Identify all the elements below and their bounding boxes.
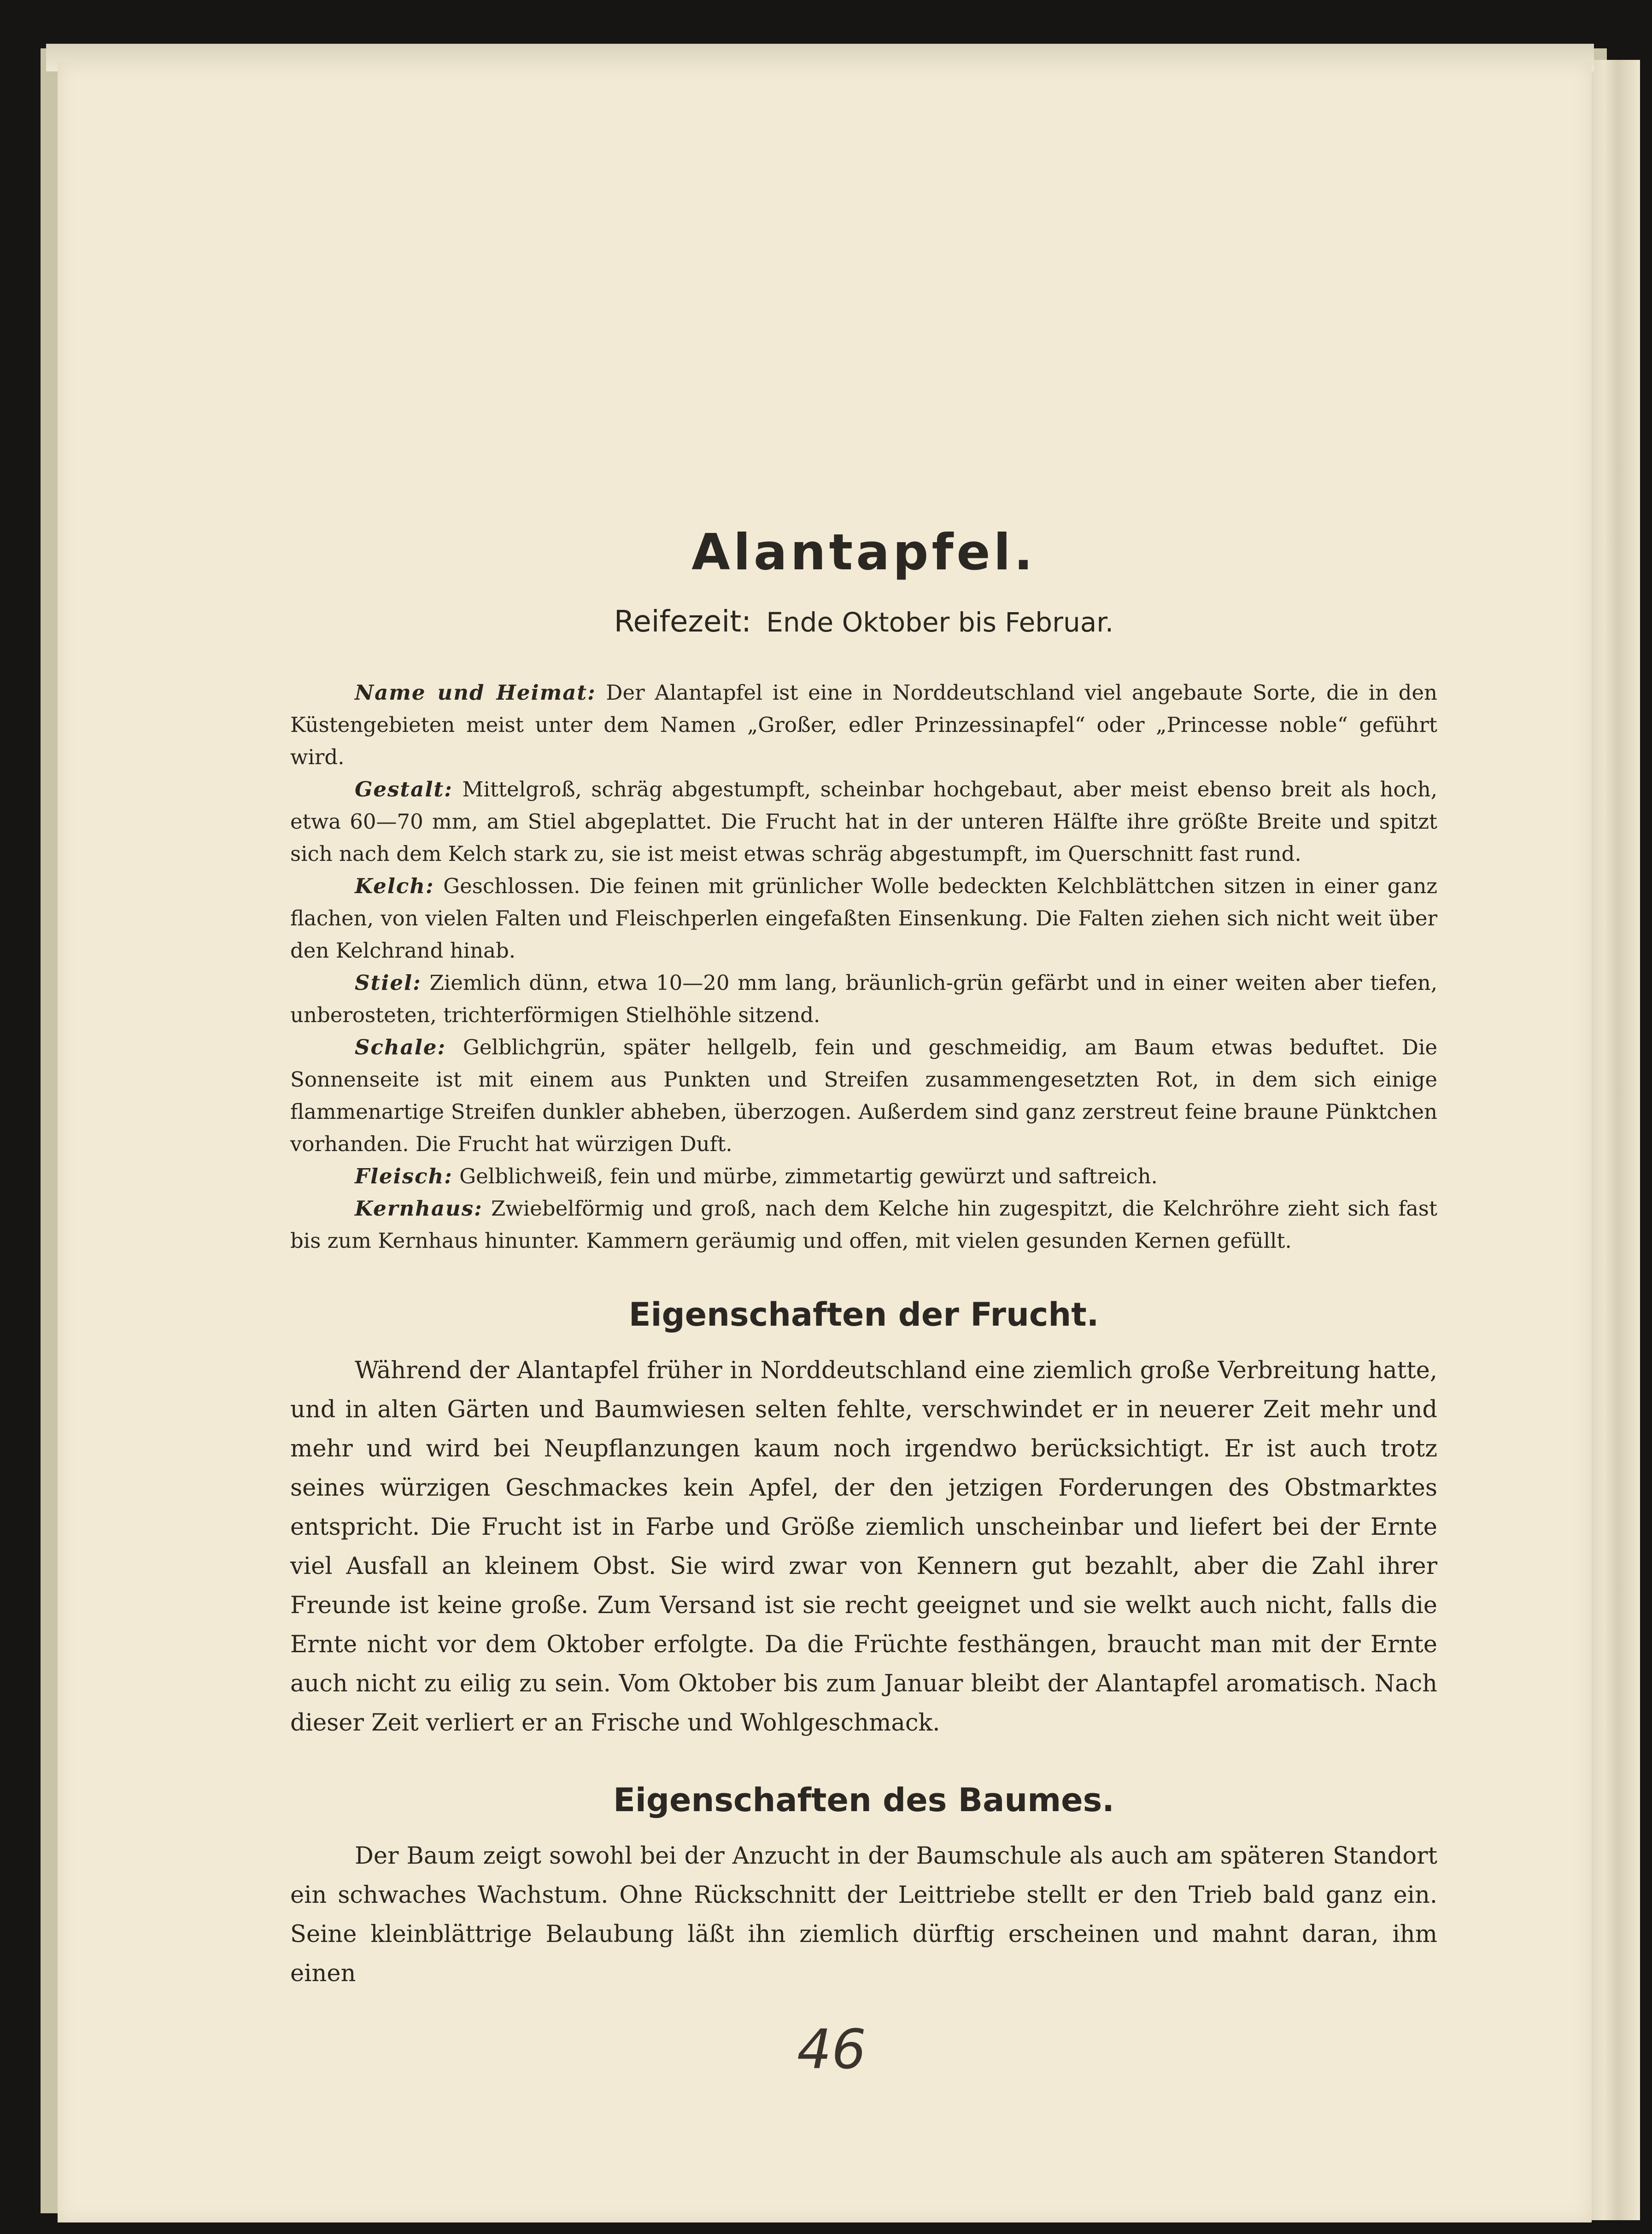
description-paragraph bbox=[290, 773, 1437, 870]
variety-description bbox=[290, 677, 1437, 1257]
description-term: Gestalt: bbox=[355, 777, 453, 801]
description-text: Der Alantapfel ist eine in Norddeutschland viel angebaute Sorte, die in den Küstengebieten meist unter dem Namen „Großer, edler Prinzessinapfel“ oder „Princesse noble“ geführt wird. bbox=[290, 680, 1437, 769]
description-paragraph bbox=[290, 1031, 1437, 1160]
section-text-tree: Der Baum zeigt sowohl bei der Anzucht in der Baumschule als auch am späteren Standort ein schwaches Wachstum. Ohne Rückschnitt der Leittriebe stellt er den Trieb bald ganz ein. Seine kleinblättrige Belaubung läßt ihn ziemlich dürftig erscheinen und mahnt daran, ihm einen bbox=[290, 1842, 1437, 1987]
description-paragraph bbox=[290, 677, 1437, 773]
description-term: Stiel: bbox=[355, 971, 422, 995]
description-term: Name und Heimat: bbox=[355, 680, 596, 705]
page-stack-edge bbox=[1585, 60, 1640, 2220]
description-paragraph bbox=[290, 870, 1437, 967]
description-text: Gelblichweiß, fein und mürbe, zimmetartig gewürzt und saftreich. bbox=[459, 1164, 1158, 1188]
description-text: Gelblichgrün, später hellgelb, fein und geschmeidig, am Baum etwas beduftet. Die Sonnenseite ist mit einem aus Punkten und Streifen zusammengesetzten Rot, in dem sich einige flammenartige Streifen dunkler abheben, überzogen. Außerdem sind ganz zerstreut feine braune Pünktchen vorhanden. Die Frucht hat würzigen Duft. bbox=[290, 1035, 1437, 1156]
description-term: Schale: bbox=[355, 1035, 446, 1059]
description-text: Zwiebelförmig und groß, nach dem Kelche hin zugespitzt, die Kelchröhre zieht sich fast bis zum Kernhaus hinunter. Kammern geräumig und offen, mit vielen gesunden Kernen gefüllt. bbox=[290, 1196, 1437, 1253]
section-heading-tree: Eigenschaften des Baumes. bbox=[613, 1781, 1114, 1819]
ripening-time bbox=[290, 603, 1437, 641]
book-page bbox=[58, 62, 1592, 2222]
section-heading-fruit: Eigenschaften der Frucht. bbox=[628, 1296, 1099, 1333]
page-title: Alantapfel. bbox=[691, 524, 1036, 581]
ripening-time-label: Reifezeit: bbox=[614, 605, 751, 639]
section-text-fruit: Während der Alantapfel früher in Norddeutschland eine ziemlich große Verbreitung hatte, und in alten Gärten und Baumwiesen selten fehlte, verschwindet er in neuerer Zeit mehr und mehr und wird bei Neupflanzungen kaum noch irgendwo berücksichtigt. Er ist auch trotz seines würzigen Geschmackes kein Apfel, der den jetzigen Forderungen des Obstmarktes entspricht. Die Frucht ist in Farbe und Größe ziemlich unscheinbar und liefert bei der Ernte viel Ausfall an kleinem Obst. Sie wird zwar von Kennern gut bezahlt, aber die Zahl ihrer Freunde ist keine große. Zum Versand ist sie recht geeignet und sie welkt auch nicht, falls die Ernte nicht vor dem Oktober erfolgte. Da die Früchte festhängen, braucht man mit der Ernte auch nicht zu eilig zu sein. Vom Oktober bis zum Januar bleibt der Alantapfel aromatisch. Nach dieser Zeit verliert er an Frische und Wohlgeschmack. bbox=[290, 1357, 1437, 1737]
description-paragraph bbox=[290, 1193, 1437, 1257]
description-term: Kelch: bbox=[355, 874, 434, 898]
description-term: Kernhaus: bbox=[355, 1196, 483, 1221]
description-paragraph bbox=[290, 1160, 1437, 1193]
description-text: Ziemlich dünn, etwa 10—20 mm lang, bräunlich-grün gefärbt und in einer weiten aber tiefen, unberosteten, trichterförmigen Stielhöhle sitzend. bbox=[290, 971, 1437, 1027]
description-text: Mittelgroß, schräg abgestumpft, scheinbar hochgebaut, aber meist ebenso breit als hoch, etwa 60—70 mm, am Stiel abgeplattet. Die Frucht hat in der unteren Hälfte ihre größte Breite und spitzt sich nach dem Kelch stark zu, sie ist meist etwas schräg abgestumpft, im Querschnitt fast rund. bbox=[290, 777, 1437, 866]
description-paragraph bbox=[290, 967, 1437, 1031]
description-text: Geschlossen. Die feinen mit grünlicher Wolle bedeckten Kelchblättchen sitzen in einer ganz flachen, von vielen Falten und Fleischperlen eingefaßten Einsenkung. Die Falten ziehen sich nicht weit über den Kelchrand hinab. bbox=[290, 874, 1438, 963]
page-content bbox=[290, 520, 1437, 1993]
ripening-time-value: Ende Oktober bis Februar. bbox=[766, 607, 1114, 638]
description-term: Fleisch: bbox=[355, 1164, 453, 1188]
page-number: 46 bbox=[797, 2018, 867, 2081]
